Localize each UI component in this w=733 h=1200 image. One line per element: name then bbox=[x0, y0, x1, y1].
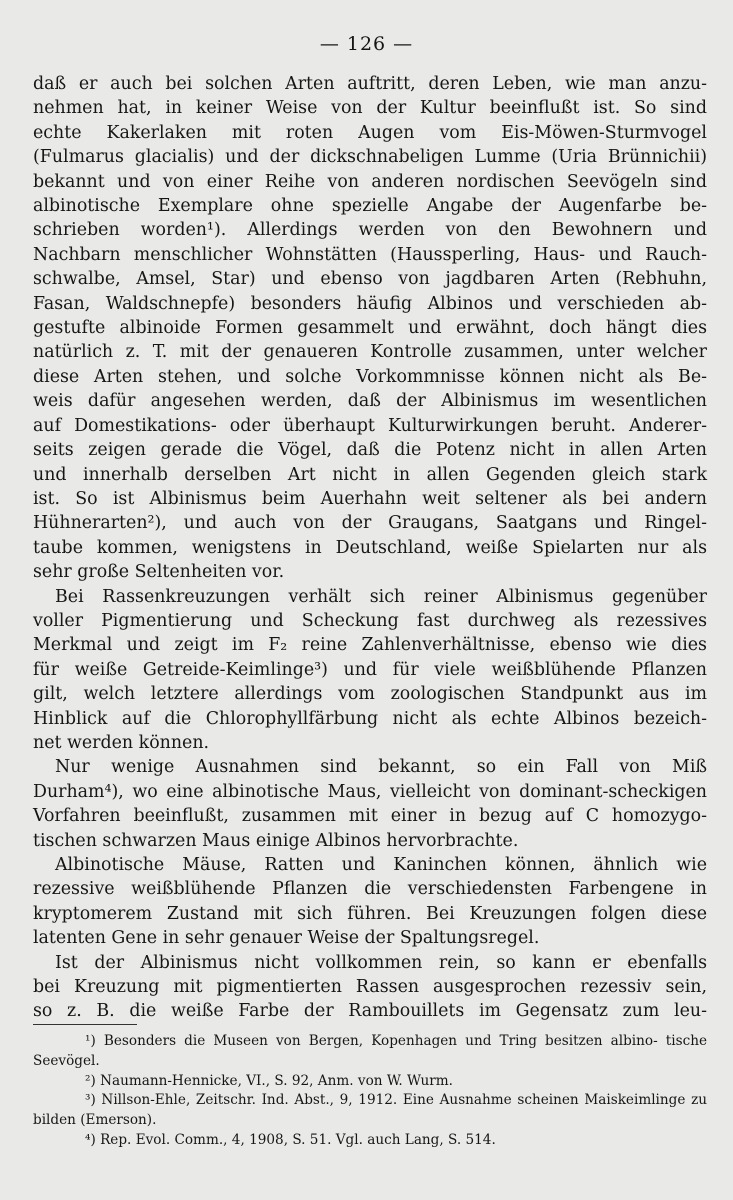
text-line: Nachbarn menschlicher Wohnstätten (Haussperling, Haus- und Rauch- bbox=[33, 244, 707, 265]
footnote-1: ¹) Besonders die Museen von Bergen, Kopenhagen und Tring besitzen albino- tische Seevögel. bbox=[33, 1033, 707, 1069]
text-line: bei Kreuzung mit pigmentierten Rassen ausgesprochen rezessiv sein, bbox=[33, 977, 707, 998]
footnote-2: ²) Naumann-Hennicke, VI., S. 92, Anm. von W. Wurm. bbox=[85, 1072, 453, 1089]
text-line: sehr große Seltenheiten vor. bbox=[33, 562, 285, 583]
text-line: und innerhalb derselben Art nicht in allen Gegenden gleich stark bbox=[33, 464, 707, 485]
text-line: nehmen hat, in keiner Weise von der Kultur beeinflußt ist. So sind bbox=[33, 98, 707, 119]
text-line: Nur wenige Ausnahmen sind bekannt, so ein Fall von Miß bbox=[55, 757, 707, 778]
text-line: so z. B. die weiße Farbe der Rambouillets im Gegensatz zum leu- bbox=[33, 1001, 707, 1022]
text-line: weis dafür angesehen werden, daß der Albinismus im wesentlichen bbox=[33, 391, 707, 412]
text-line: daß er auch bei solchen Arten auftritt, deren Leben, wie man anzu- bbox=[33, 74, 707, 94]
text-line: tischen schwarzen Maus einige Albinos hervorbrachte. bbox=[33, 830, 519, 851]
paragraph-2 bbox=[33, 585, 707, 756]
paragraph-1 bbox=[33, 72, 707, 585]
text-line: Durham⁴), wo eine albinotische Maus, vielleicht von dominant-scheckigen bbox=[33, 781, 707, 802]
text-line: rezessive weißblühende Pflanzen die verschiedensten Farbengene in bbox=[33, 879, 707, 900]
text-line: echte Kakerlaken mit roten Augen vom Eis-Möwen-Sturmvogel bbox=[33, 122, 707, 143]
text-line: ist. So ist Albinismus beim Auerhahn weit seltener als bei andern bbox=[33, 488, 707, 509]
text-line: albinotische Exemplare ohne spezielle Angabe der Augenfarbe be- bbox=[33, 196, 707, 217]
text-line: Albinotische Mäuse, Ratten und Kaninchen können, ähnlich wie bbox=[55, 855, 707, 875]
text-line: schwalbe, Amsel, Star) und ebenso von jagdbaren Arten (Rebhuhn, bbox=[33, 269, 707, 290]
text-line: gestufte albinoide Formen gesammelt und erwähnt, doch hängt dies bbox=[33, 318, 707, 339]
text-line: Hühnerarten²), und auch von der Graugans, Saatgans und Ringel- bbox=[33, 513, 707, 534]
text-line: diese Arten stehen, und solche Vorkommnisse können nicht als Be- bbox=[33, 366, 707, 387]
text-line: bekannt und von einer Reihe von anderen nordischen Seevögeln sind bbox=[33, 171, 707, 192]
paragraph-5 bbox=[33, 951, 707, 1024]
text-line: Merkmal und zeigt im F₂ reine Zahlenverhältnisse, ebenso wie dies bbox=[33, 635, 707, 656]
text-line: Ist der Albinismus nicht vollkommen rein, so kann er ebenfalls bbox=[55, 952, 707, 973]
footnote-3: ³) Nillson-Ehle, Zeitschr. Ind. Abst., 9, 1912. Eine Ausnahme scheinen Maiskeimlinge zu bilden (Emerson). bbox=[33, 1092, 707, 1129]
text-line: auf Domestikations- oder überhaupt Kulturwirkungen beruht. Anderer- bbox=[33, 415, 707, 436]
text-line: net werden können. bbox=[33, 732, 210, 753]
text-line: taube kommen, wenigstens in Deutschland, weiße Spielarten nur als bbox=[33, 537, 707, 558]
text-line: für weiße Getreide-Keimlinge³) und für viele weißblühende Pflanzen bbox=[33, 659, 707, 680]
text-line: voller Pigmentierung und Scheckung fast durchweg als rezessives bbox=[33, 610, 707, 631]
text-line: Vorfahren beeinflußt, zusammen mit einer in bezug auf C homozygo- bbox=[33, 806, 707, 827]
text-line: natürlich z. T. mit der genaueren Kontrolle zusammen, unter welcher bbox=[33, 342, 707, 363]
page-number: — 126 — bbox=[319, 33, 414, 55]
text-line: latenten Gene in sehr genauer Weise der Spaltungsregel. bbox=[33, 928, 540, 949]
text-line: seits zeigen gerade die Vögel, daß die Potenz nicht in allen Arten bbox=[33, 440, 707, 461]
footnote-separator bbox=[33, 1024, 137, 1025]
text-line: (Fulmarus glacialis) und der dickschnabeligen Lumme (Uria Brünnichii) bbox=[33, 147, 707, 168]
text-line: gilt, welch letztere allerdings vom zoologischen Standpunkt aus im bbox=[33, 684, 707, 705]
text-line: Hinblick auf die Chlorophyllfärbung nicht als echte Albinos bezeich- bbox=[33, 708, 707, 729]
paragraph-3 bbox=[33, 755, 707, 853]
text-line: Bei Rassenkreuzungen verhält sich reiner Albinismus gegenüber bbox=[55, 586, 707, 607]
footnote-4: ⁴) Rep. Evol. Comm., 4, 1908, S. 51. Vgl. auch Lang, S. 514. bbox=[85, 1131, 496, 1148]
main-text bbox=[33, 72, 707, 1024]
text-line: schrieben worden¹). Allerdings werden von den Bewohnern und bbox=[33, 220, 707, 241]
footnotes bbox=[33, 1032, 707, 1151]
paragraph-4 bbox=[33, 853, 707, 951]
text-line: kryptomerem Zustand mit sich führen. Bei Kreuzungen folgen diese bbox=[33, 903, 707, 924]
text-line: Fasan, Waldschnepfe) besonders häufig Albinos und verschieden ab- bbox=[33, 293, 707, 314]
